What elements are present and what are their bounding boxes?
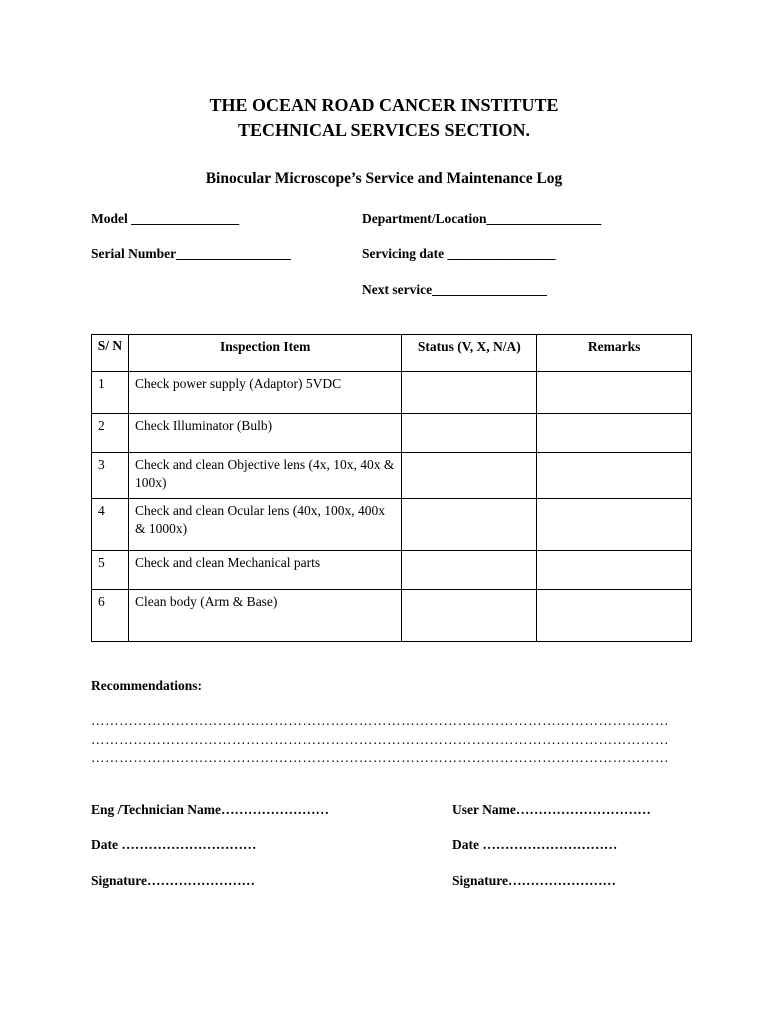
table-row — [92, 551, 692, 590]
row-sn: 2 — [92, 414, 129, 453]
column-header-remarks: Remarks — [537, 335, 692, 372]
table-row — [92, 372, 692, 414]
row-item: Check and clean Objective lens (4x, 10x, 40x & 100x) — [128, 453, 401, 499]
row-sn: 4 — [92, 499, 129, 551]
row-remarks — [537, 551, 692, 590]
row-remarks — [537, 590, 692, 642]
row-status — [402, 590, 537, 642]
inspection-table — [91, 334, 692, 642]
row-remarks — [537, 453, 692, 499]
row-item: Check and clean Ocular lens (40x, 100x, 400x & 1000x) — [128, 499, 401, 551]
row-item: Check power supply (Adaptor) 5VDC — [128, 372, 401, 414]
column-header-sn: S/ N — [92, 335, 129, 372]
department-field: Department/Location_________________ — [362, 211, 602, 226]
recommendation-line: …………………………………………………………………………………………………………… — [91, 713, 670, 728]
row-status — [402, 551, 537, 590]
column-header-status: Status (V, X, N/A) — [402, 335, 537, 372]
recommendation-line: …………………………………………………………………………………………………………… — [91, 750, 670, 765]
recommendation-line: …………………………………………………………………………………………………………… — [91, 732, 670, 747]
technician-signature-field: Signature…………………… — [91, 873, 256, 888]
recommendations-label: Recommendations: — [91, 678, 202, 693]
row-status — [402, 499, 537, 551]
serial-number-field: Serial Number_________________ — [91, 246, 291, 261]
table-header-row — [92, 335, 692, 372]
section-title: TECHNICAL SERVICES SECTION. — [238, 120, 530, 140]
model-field: Model ________________ — [91, 211, 240, 226]
table-row — [92, 453, 692, 499]
row-item: Clean body (Arm & Base) — [128, 590, 401, 642]
servicing-date-field: Servicing date ________________ — [362, 246, 556, 261]
row-status — [402, 414, 537, 453]
row-sn: 3 — [92, 453, 129, 499]
technician-name-field: Eng /Technician Name…………………… — [91, 802, 330, 817]
row-sn: 5 — [92, 551, 129, 590]
log-subtitle: Binocular Microscope’s Service and Maintenance Log — [205, 170, 563, 187]
technician-date-field: Date ………………………… — [91, 837, 257, 852]
row-status — [402, 453, 537, 499]
user-date-field: Date ………………………… — [452, 837, 618, 852]
column-header-item: Inspection Item — [128, 335, 401, 372]
table-row — [92, 414, 692, 453]
row-status — [402, 372, 537, 414]
row-sn: 1 — [92, 372, 129, 414]
row-sn: 6 — [92, 590, 129, 642]
next-service-field: Next service_________________ — [362, 282, 547, 297]
table-row — [92, 590, 692, 642]
row-remarks — [537, 372, 692, 414]
row-remarks — [537, 414, 692, 453]
row-item: Check Illuminator (Bulb) — [128, 414, 401, 453]
user-name-field: User Name………………………… — [452, 802, 651, 817]
institute-title: THE OCEAN ROAD CANCER INSTITUTE — [209, 95, 559, 115]
table-row — [92, 499, 692, 551]
row-remarks — [537, 499, 692, 551]
user-signature-field: Signature…………………… — [452, 873, 617, 888]
row-item: Check and clean Mechanical parts — [128, 551, 401, 590]
